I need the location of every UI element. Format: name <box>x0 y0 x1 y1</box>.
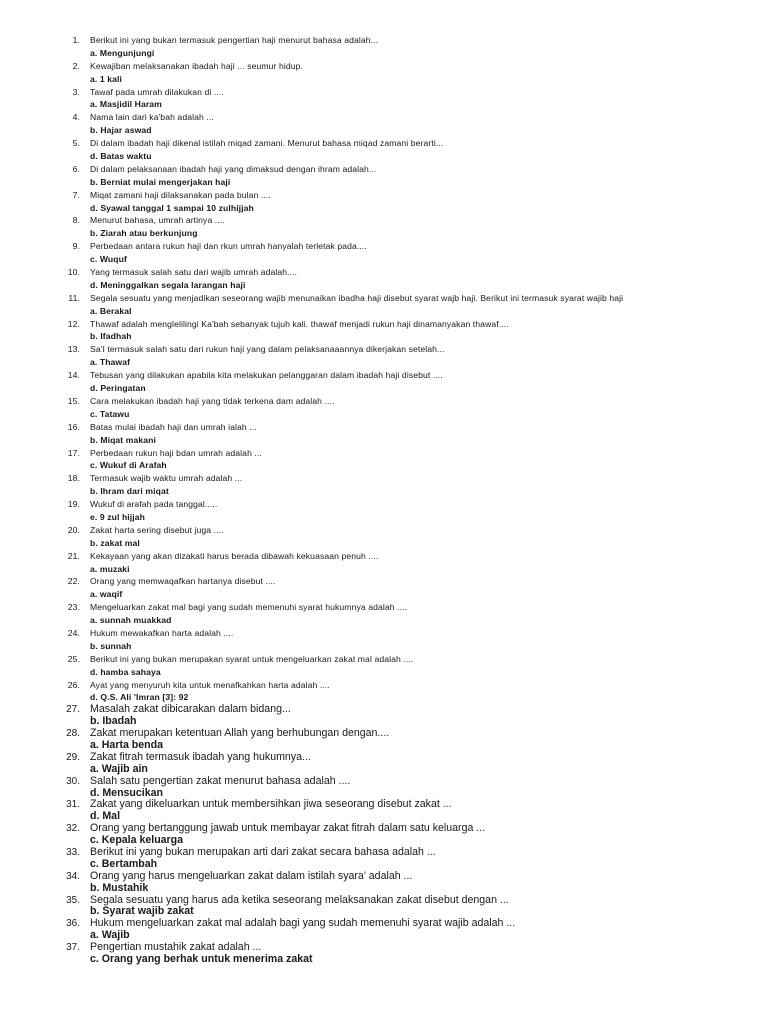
question-row <box>0 34 768 47</box>
question-row <box>0 137 768 150</box>
answer-row <box>0 537 768 550</box>
question-text: Hukum mengeluarkan zakat mal adalah bagi yang sudah memenuhi syarat wajib adalah ... <box>90 917 516 930</box>
question-row <box>0 575 768 588</box>
answer-text: c. Orang yang berhak untuk menerima zakat <box>90 953 313 966</box>
question-text: Termasuk wajib waktu umrah adalah ... <box>90 473 243 484</box>
question-text: Pengertian mustahik zakat adalah ... <box>90 941 262 954</box>
answer-text: a. Wajib ain <box>90 762 148 775</box>
question-number: 18. <box>67 473 80 484</box>
question-text: Salah satu pengertian zakat menurut bahasa adalah .... <box>90 774 351 787</box>
answer-row <box>0 47 768 60</box>
question-number: 21. <box>67 550 80 561</box>
answer-row <box>0 640 768 653</box>
question-row <box>0 369 768 382</box>
question-item <box>0 679 768 705</box>
question-number: 14. <box>67 370 80 381</box>
question-number: 17. <box>67 447 80 458</box>
answer-text: b. sunnah <box>90 640 132 651</box>
answer-text: d. Batas waktu <box>90 151 152 162</box>
answer-row <box>0 150 768 163</box>
question-number: 28. <box>66 728 80 740</box>
question-item <box>0 111 768 137</box>
question-item <box>0 189 768 215</box>
answer-text: a. muzaki <box>90 563 130 574</box>
answer-row <box>0 253 768 266</box>
answer-row <box>0 202 768 215</box>
question-row <box>0 498 768 511</box>
question-item <box>0 421 768 447</box>
question-text: Perbedaan rukun haji bdan umrah adalah ... <box>90 447 262 458</box>
question-item <box>0 240 768 266</box>
question-number: 12. <box>67 318 80 329</box>
answer-text: a. waqif <box>90 589 123 600</box>
question-number: 25. <box>67 653 80 664</box>
question-number: 27. <box>66 704 80 716</box>
question-row <box>0 653 768 666</box>
answer-text: d. hamba sahaya <box>90 666 161 677</box>
question-text: Zakat fitrah termasuk ibadah yang hukumnya... <box>90 750 311 763</box>
question-row <box>0 472 768 485</box>
question-number: 22. <box>67 576 80 587</box>
question-item <box>0 728 768 752</box>
question-answer-list <box>0 34 768 966</box>
question-number: 26. <box>67 679 80 690</box>
answer-row <box>0 382 768 395</box>
answer-text: c. Kepala keluarga <box>90 834 184 847</box>
question-row <box>0 266 768 279</box>
question-item <box>0 550 768 576</box>
answer-text: a. Harta benda <box>90 738 164 751</box>
question-text: Di dalam pelaksanaan ibadah haji yang dimaksud dengan ihram adalah... <box>90 163 377 174</box>
question-text: Mengeluarkan zakat mal bagi yang sudah memenuhi syarat hukumnya adalah .... <box>90 602 408 613</box>
answer-row <box>0 73 768 86</box>
answer-row <box>0 563 768 576</box>
answer-text: b. Miqat makani <box>90 434 156 445</box>
question-text: Zakat merupakan ketentuan Allah yang berhubungan dengan.... <box>90 727 390 740</box>
question-number: 33. <box>66 847 80 858</box>
question-text: Ayat yang menyuruh kita untuk menafkahkan harta adalah .... <box>90 679 330 690</box>
question-number: 36. <box>66 918 80 930</box>
answer-row <box>0 883 768 895</box>
question-row <box>0 776 768 788</box>
question-item <box>0 942 768 966</box>
answer-text: c. Wuquf <box>90 254 127 265</box>
answer-row <box>0 954 768 966</box>
question-text: Zakat harta sering disebut juga .... <box>90 524 224 535</box>
answer-row <box>0 588 768 601</box>
question-text: Wukuf di arafah pada tanggal..... <box>90 499 218 510</box>
question-text: Miqat zamani haji dilaksanakan pada bulan .... <box>90 189 271 200</box>
answer-row <box>0 859 768 871</box>
question-row <box>0 524 768 537</box>
question-number: 16. <box>67 421 80 432</box>
question-row <box>0 871 768 883</box>
question-text: Orang yang memwaqafkan hartanya disebut .... <box>90 576 276 587</box>
answer-row <box>0 485 768 498</box>
question-text: Orang yang bertanggung jawab untuk membayar zakat fitrah dalam satu keluarga ... <box>90 822 486 835</box>
question-item <box>0 918 768 942</box>
question-row <box>0 163 768 176</box>
question-text: Cara melakukan ibadah haji yang tidak terkena dam adalah .... <box>90 395 335 406</box>
answer-text: e. 9 zul hijjah <box>90 511 145 522</box>
question-number: 37. <box>66 942 80 954</box>
question-item <box>0 292 768 318</box>
question-row <box>0 214 768 227</box>
question-number: 35. <box>66 894 80 906</box>
question-row <box>0 447 768 460</box>
question-text: Berikut ini yang bukan merupakan arti dari zakat secara bahasa adalah ... <box>90 846 436 858</box>
question-text: Nama lain dari ka'bah adalah ... <box>90 112 214 123</box>
question-text: Berikut ini yang bukan termasuk pengertian haji menurut bahasa adalah... <box>90 35 379 45</box>
answer-row <box>0 408 768 421</box>
answer-text: d. Meninggalkan segala larangan haji <box>90 279 246 290</box>
answer-text: d. Mensucikan <box>90 786 163 799</box>
answer-text: b. Mustahik <box>90 881 149 894</box>
answer-text: a. Mengunjungi <box>90 47 155 58</box>
question-row <box>0 318 768 331</box>
question-number: 10. <box>67 267 80 278</box>
question-item <box>0 799 768 823</box>
question-text: Masalah zakat dibicarakan dalam bidang... <box>90 703 291 716</box>
question-item <box>0 524 768 550</box>
question-item <box>0 137 768 163</box>
question-number: 13. <box>67 344 80 355</box>
question-row <box>0 240 768 253</box>
question-number: 3. <box>72 86 80 97</box>
answer-text: a. 1 kali <box>90 73 122 84</box>
question-item <box>0 163 768 189</box>
question-item <box>0 447 768 473</box>
question-item <box>0 472 768 498</box>
answer-row <box>0 98 768 111</box>
question-row <box>0 86 768 99</box>
question-number: 11. <box>68 292 80 303</box>
answer-row <box>0 614 768 627</box>
question-row <box>0 679 768 692</box>
question-item <box>0 318 768 344</box>
question-number: 29. <box>66 751 80 763</box>
answer-text: b. Berniat mulai mengerjakan haji <box>90 176 231 187</box>
question-item <box>0 776 768 800</box>
question-item <box>0 343 768 369</box>
answer-text: c. Tatawu <box>90 408 130 419</box>
answer-text: d. Mal <box>90 810 121 823</box>
question-number: 8. <box>72 215 80 226</box>
answer-text: a. Thawaf <box>90 357 131 368</box>
answer-text: a. Wajib <box>90 929 130 942</box>
answer-row <box>0 764 768 776</box>
question-item <box>0 627 768 653</box>
question-number: 1. <box>72 35 80 45</box>
answer-row <box>0 305 768 318</box>
question-row <box>0 395 768 408</box>
question-item <box>0 653 768 679</box>
question-item <box>0 823 768 847</box>
question-item <box>0 214 768 240</box>
question-number: 23. <box>67 602 80 613</box>
answer-text: c. Wukuf di Arafah <box>90 460 167 471</box>
question-text: Hukum mewakafkan harta adalah .... <box>90 627 234 638</box>
answer-row <box>0 330 768 343</box>
answer-text: d. Syawal tanggal 1 sampai 10 zulhijjah <box>90 202 254 213</box>
question-number: 2. <box>72 60 80 71</box>
question-text: Berikut ini yang bukan merupakan syarat untuk mengeluarkan zakat mal adalah .... <box>90 653 414 664</box>
question-item <box>0 752 768 776</box>
answer-row <box>0 176 768 189</box>
question-text: Menurut bahasa, umrah artinya .... <box>90 215 225 226</box>
answer-text: a. sunnah muakkad <box>90 615 172 626</box>
answer-text: c. Bertambah <box>90 857 158 870</box>
answer-text: a. Masjidil Haram <box>90 99 162 110</box>
question-item <box>0 498 768 524</box>
question-row <box>0 292 768 305</box>
question-number: 7. <box>72 189 80 200</box>
answer-text: b. Hajar aswad <box>90 125 152 136</box>
answer-row <box>0 434 768 447</box>
answer-row <box>0 227 768 240</box>
question-item <box>0 86 768 112</box>
answer-text: a. Berakal <box>90 305 132 316</box>
question-row <box>0 111 768 124</box>
answer-text: b. Ibadah <box>90 715 137 728</box>
question-text: Segala sesuatu yang harus ada ketika seseorang melaksanakan zakat disebut dengan ... <box>90 893 509 906</box>
question-row <box>0 601 768 614</box>
answer-row <box>0 124 768 137</box>
question-number: 4. <box>72 112 80 123</box>
question-number: 19. <box>67 499 80 510</box>
question-text: Perbedaan antara rukun haji dan rkun umrah hanyalah terletak pada.... <box>90 241 367 252</box>
question-row <box>0 421 768 434</box>
question-number: 31. <box>66 799 80 811</box>
answer-text: b. Ziarah atau berkunjung <box>90 228 198 239</box>
question-item <box>0 395 768 421</box>
question-text: Batas mulai ibadah haji dan umrah ialah ... <box>90 421 257 432</box>
question-text: Di dalam ibadah haji dikenal istilah miqad zamani. Menurut bahasa miqad zamani berarti... <box>90 138 444 149</box>
question-item <box>0 895 768 919</box>
question-row <box>0 343 768 356</box>
answer-text: b. Syarat wajib zakat <box>90 905 194 918</box>
answer-row <box>0 279 768 292</box>
question-number: 34. <box>66 870 80 882</box>
question-row <box>0 189 768 202</box>
question-number: 20. <box>67 524 80 535</box>
question-number: 15. <box>67 395 80 406</box>
answer-row <box>0 459 768 472</box>
question-text: Thawaf adalah menglelilingi Ka'bah sebanyak tujuh kali. thawaf menjadi rukun haji dinamanyakan thawaf.... <box>90 318 509 329</box>
question-item <box>0 704 768 728</box>
question-item <box>0 575 768 601</box>
question-item <box>0 601 768 627</box>
answer-row <box>0 356 768 369</box>
answer-row <box>0 666 768 679</box>
question-text: Tebusan yang dilakukan apabila kita melakukan pelanggaran dalam ibadah haji disebut .... <box>90 370 443 381</box>
question-text: Kewajiban melaksanakan ibadah haji ... seumur hidup. <box>90 60 304 71</box>
question-item <box>0 266 768 292</box>
answer-text: b. Ifadhah <box>90 331 132 342</box>
question-number: 9. <box>72 241 80 252</box>
question-item <box>0 369 768 395</box>
question-item <box>0 871 768 895</box>
question-text: Zakat yang dikeluarkan untuk membersihkan jiwa seseorang disebut zakat ... <box>90 798 452 811</box>
answer-text: d. Peringatan <box>90 383 146 394</box>
question-row <box>0 60 768 73</box>
question-number: 32. <box>66 823 80 835</box>
question-item <box>0 60 768 86</box>
question-text: Orang yang harus mengeluarkan zakat dalam istilah syara' adalah ... <box>90 869 413 882</box>
question-row <box>0 550 768 563</box>
question-number: 6. <box>72 163 80 174</box>
question-text: Tawaf pada umrah dilakukan di .... <box>90 86 224 97</box>
question-text: Segala sesuatu yang menjadikan seseorang wajib menunaikan ibadha haji disebut syarat wajb haji. Berikut ini termasuk syarat wajib haji <box>90 292 624 303</box>
question-text: Kekayaan yang akan dizakati harus berada dibawah kekuasaan penuh .... <box>90 550 379 561</box>
question-text: Yang termasuk salah satu dari wajib umrah adalah.... <box>90 267 298 278</box>
question-number: 5. <box>72 138 80 149</box>
question-number: 24. <box>67 627 80 638</box>
answer-text: d. Q.S. Ali 'Imran [3]: 92 <box>90 692 189 703</box>
question-row <box>0 627 768 640</box>
answer-text: b. Ihram dari miqat <box>90 486 169 497</box>
question-item <box>0 34 768 60</box>
question-row <box>0 752 768 764</box>
answer-text: b. zakat mal <box>90 537 140 548</box>
question-text: Sa'I termasuk salah satu dari rukun haji yang dalam pelaksanaaannya dikerjakan setelah... <box>90 344 445 355</box>
question-item <box>0 847 768 871</box>
question-number: 30. <box>66 775 80 787</box>
answer-row <box>0 511 768 524</box>
